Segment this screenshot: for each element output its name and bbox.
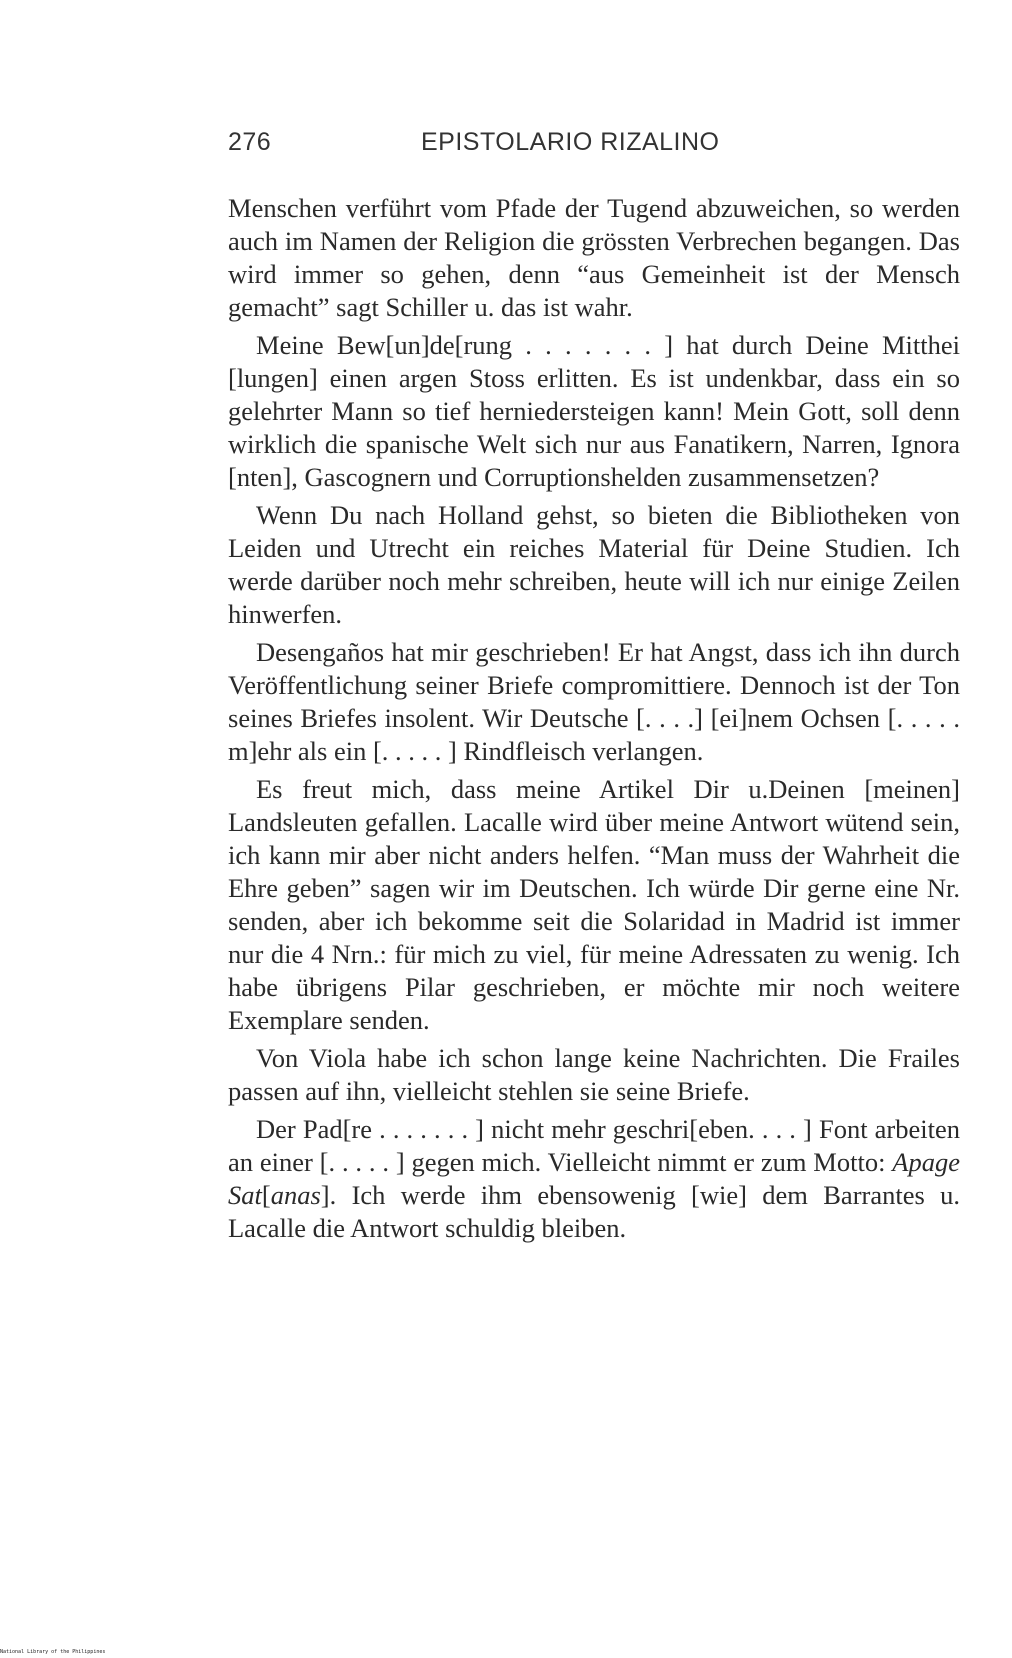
- text-run: Der Pad[re . . . . . . . ] nicht mehr geschri[eben. . . . ] Font arbeiten an einer [. . . . . ] gegen mich. Vielleicht nimmt er zum Motto:: [228, 1114, 960, 1177]
- text-run: [: [261, 1180, 271, 1210]
- italic-run: Apage Sat: [228, 1147, 960, 1210]
- running-title: EPISTOLARIO RIZALINO: [421, 128, 720, 156]
- page-number: 276: [228, 128, 272, 156]
- paragraph: Von Viola habe ich schon lange keine Nachrichten. Die Frailes passen auf ihn, vielleicht stehlen sie seine Briefe.: [228, 1043, 960, 1106]
- body-text: [228, 192, 960, 1245]
- italic-run: anas: [270, 1180, 321, 1210]
- paragraph-last: [228, 1113, 960, 1245]
- paragraph: Menschen verführt vom Pfade der Tugend abzuweichen, so werden auch im Namen der Religion die grössten Verbrechen begangen. Das wird immer so gehen, denn “aus Gemeinheit ist der Mensch gemacht” sagt Schiller u. das ist wahr.: [228, 193, 960, 322]
- library-credit: National Library of the Philippines: [0, 1649, 106, 1655]
- paragraph: Wenn Du nach Holland gehst, so bieten die Bibliotheken von Leiden und Utrecht ein reiches Material für Deine Studien. Ich werde darüber noch mehr schreiben, heute will ich nur einige Zeilen hinwerfen.: [228, 500, 960, 629]
- book-page: [228, 128, 960, 1250]
- text-run: ]. Ich werde ihm ebensowenig [wie] dem Barrantes u. Lacalle die Antwort schuldig bleiben.: [228, 1180, 960, 1243]
- paragraph: Desengaños hat mir geschrieben! Er hat Angst, dass ich ihn durch Veröffentlichung seiner Briefe compromittiere. Dennoch ist der Ton seines Briefes insolent. Wir Deutsche [. . . .] [ei]nem Ochsen [. . . . . m]ehr als ein [. . . . . ] Rindfleisch verlangen.: [228, 637, 960, 766]
- page-header: [228, 128, 960, 168]
- paragraph: Es freut mich, dass meine Artikel Dir u.Deinen [meinen] Landsleuten gefallen. Lacalle wird über meine Antwort wütend sein, ich kann mir aber nicht anders helfen. “Man muss der Wahrheit die Ehre geben” sagen wir im Deutschen. Ich würde Dir gerne eine Nr. senden, aber ich bekomme seit die Solaridad in Madrid ist immer nur die 4 Nrn.: für mich zu viel, für meine Adressaten zu wenig. Ich habe übrigens Pilar geschrieben, er möchte mir noch weitere Exemplare senden.: [228, 774, 960, 1035]
- paragraph: Meine Bew[un]de[rung . . . . . . . ] hat durch Deine Mitthei [lungen] einen argen Stoss erlitten. Es ist undenkbar, dass ein so gelehrter Mann so tief herniedersteigen kann! Mein Gott, soll denn wirklich die spanische Welt sich nur aus Fanatikern, Narren, Ignora [nten], Gascognern und Corruptionshelden zusammensetzen?: [228, 330, 960, 492]
